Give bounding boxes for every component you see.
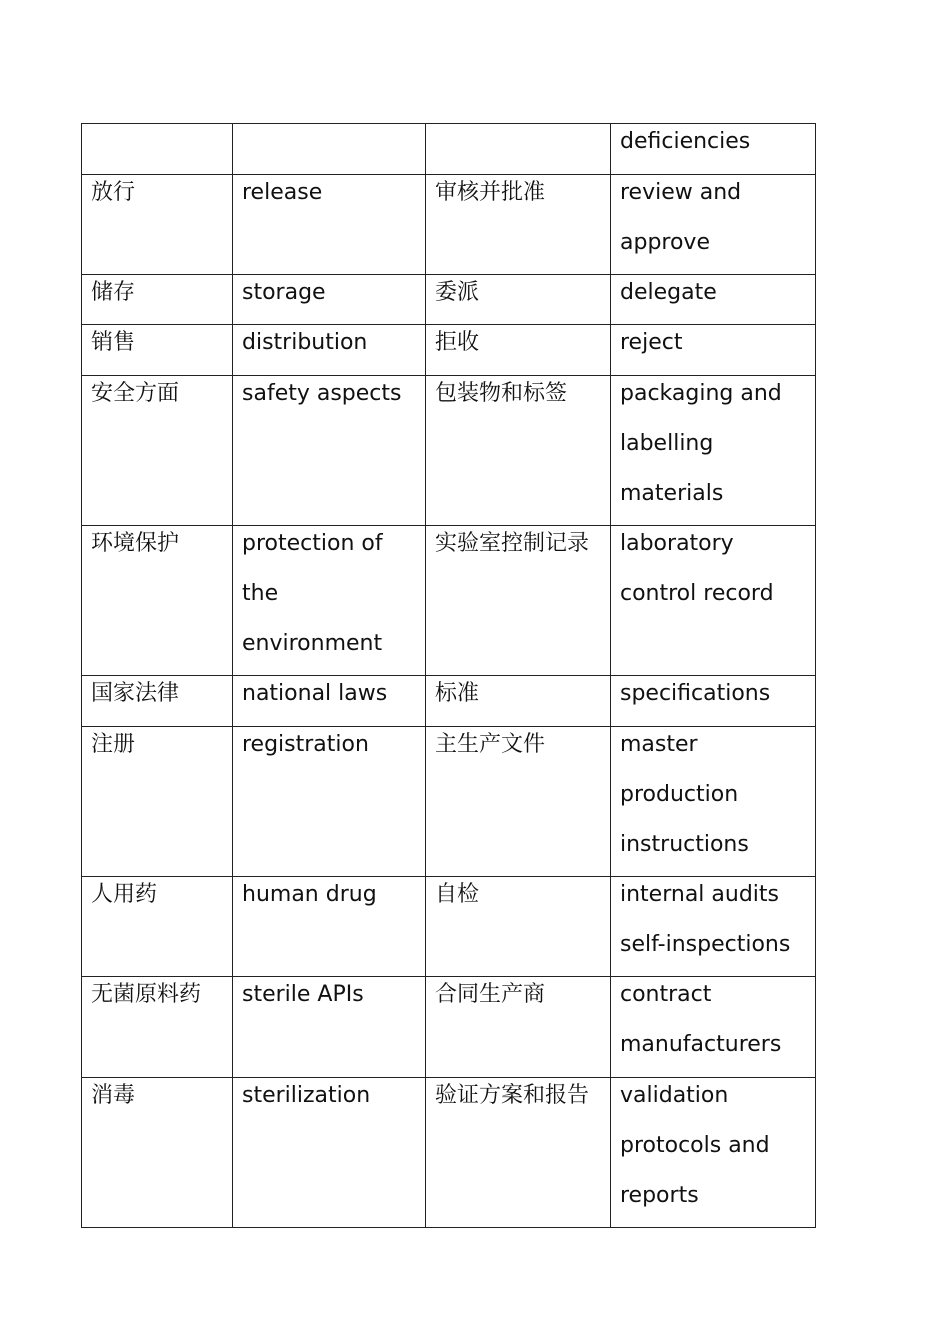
- table-row: [82, 1078, 816, 1228]
- table-cell-english-term: delegate: [611, 275, 816, 325]
- table-row: [82, 275, 816, 325]
- table-cell-english-term: protection of the environment: [233, 526, 426, 676]
- glossary-table: [81, 123, 816, 1228]
- table-cell-chinese-term: 放行: [82, 175, 233, 275]
- table-cell-english-term: release: [233, 175, 426, 275]
- table-cell-chinese-term: 自检: [426, 877, 611, 977]
- table-cell-english-term: reject: [611, 325, 816, 376]
- table-cell-english-term: sterilization: [233, 1078, 426, 1228]
- table-cell-chinese-term: 无菌原料药: [82, 977, 233, 1078]
- table-row: [82, 325, 816, 376]
- table-cell-chinese-term: 环境保护: [82, 526, 233, 676]
- table-cell-english-term: validation protocols and reports: [611, 1078, 816, 1228]
- table-cell-chinese-term: 实验室控制记录: [426, 526, 611, 676]
- table-cell-english-term: safety aspects: [233, 376, 426, 526]
- table-cell-chinese-term: 消毒: [82, 1078, 233, 1228]
- table-cell-chinese-term: 验证方案和报告: [426, 1078, 611, 1228]
- table-cell-english-term: national laws: [233, 676, 426, 727]
- table-cell-english-term: distribution: [233, 325, 426, 376]
- table-cell-chinese-term: 销售: [82, 325, 233, 376]
- table-cell-chinese-term: 人用药: [82, 877, 233, 977]
- table-cell-english-term: sterile APIs: [233, 977, 426, 1078]
- table-row: [82, 977, 816, 1078]
- table-cell-chinese-term: 审核并批准: [426, 175, 611, 275]
- glossary-table-body: [82, 124, 816, 1228]
- table-cell-chinese-term: 储存: [82, 275, 233, 325]
- table-cell-chinese-term: 标准: [426, 676, 611, 727]
- table-row: [82, 877, 816, 977]
- table-cell-english-term: master production instructions: [611, 727, 816, 877]
- table-row: [82, 676, 816, 727]
- table-cell-chinese-term: [82, 124, 233, 175]
- table-cell-chinese-term: 注册: [82, 727, 233, 877]
- table-cell-english-term: specifications: [611, 676, 816, 727]
- table-cell-english-term: internal audits self-inspections: [611, 877, 816, 977]
- table-row: [82, 175, 816, 275]
- table-row: [82, 727, 816, 877]
- table-cell-chinese-term: 包装物和标签: [426, 376, 611, 526]
- table-cell-chinese-term: 合同生产商: [426, 977, 611, 1078]
- table-row: [82, 124, 816, 175]
- table-cell-chinese-term: 安全方面: [82, 376, 233, 526]
- table-cell-english-term: storage: [233, 275, 426, 325]
- table-cell-english-term: registration: [233, 727, 426, 877]
- table-cell-english-term: deficiencies: [611, 124, 816, 175]
- table-cell-chinese-term: 国家法律: [82, 676, 233, 727]
- table-cell-english-term: [233, 124, 426, 175]
- table-cell-chinese-term: 委派: [426, 275, 611, 325]
- table-cell-english-term: contract manufacturers: [611, 977, 816, 1078]
- table-cell-english-term: human drug: [233, 877, 426, 977]
- table-row: [82, 526, 816, 676]
- table-cell-chinese-term: 主生产文件: [426, 727, 611, 877]
- table-row: [82, 376, 816, 526]
- table-cell-chinese-term: [426, 124, 611, 175]
- table-cell-english-term: packaging and labelling materials: [611, 376, 816, 526]
- table-cell-english-term: laboratory control record: [611, 526, 816, 676]
- table-cell-english-term: review and approve: [611, 175, 816, 275]
- table-cell-chinese-term: 拒收: [426, 325, 611, 376]
